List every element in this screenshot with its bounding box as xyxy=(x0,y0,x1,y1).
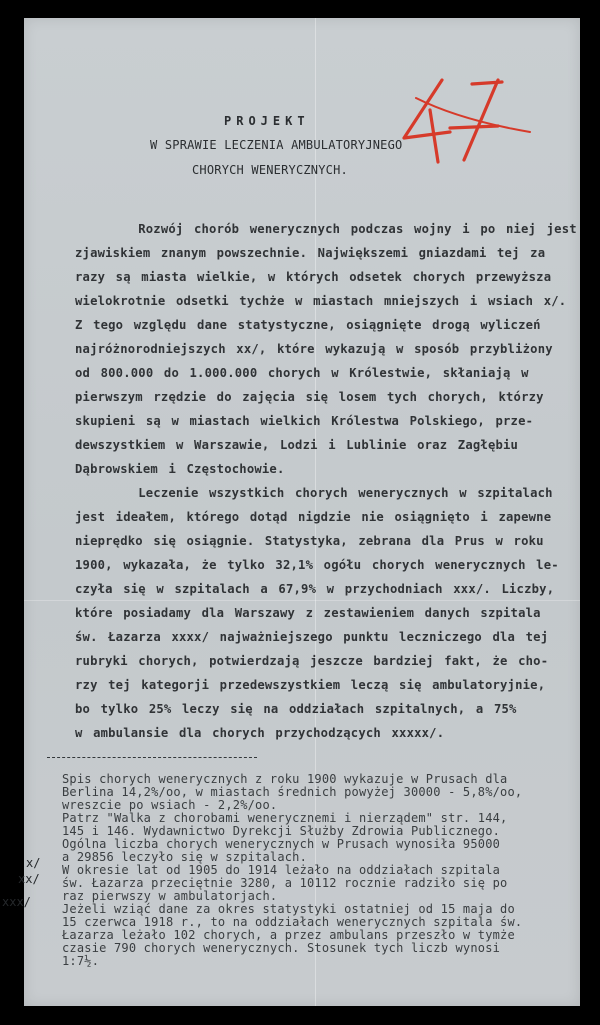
footnote-line: Ogólna liczba chorych wenerycznych w Prusach wynosiła 95000 xyxy=(62,837,501,851)
footnote-line: Patrz "Walka z chorobami wenerycznemi i nierządem" str. 144, xyxy=(62,811,508,825)
footnote-line: czasie 790 chorych wenerycznych. Stosunek tych liczb wynosi xyxy=(62,941,501,955)
footnote-line: 145 i 146. Wydawnictwo Dyrekcji Służby Zdrowia Publicznego. xyxy=(62,824,501,838)
footnote-line: raz pierwszy w ambulatorjach. xyxy=(62,889,278,903)
body-line: czyła się w szpitalach a 67,9% w przychodniach xxx/. Liczby, xyxy=(75,582,555,596)
footnote-line: 15 czerwca 1918 r., to na oddziałach wenerycznych szpitala św. xyxy=(62,915,523,929)
body-line: od 800.000 do 1.000.000 chorych w Królestwie, skłaniają w xyxy=(75,366,529,380)
body-line: rubryki chorych, potwierdzają jeszcze bardziej fakt, że cho- xyxy=(75,654,549,668)
footnote-line: wreszcie po wsiach - 2,2%/oo. xyxy=(62,798,278,812)
body-line: 1900, wykazała, że tylko 32,1% ogółu chorych wenerycznych le- xyxy=(75,558,559,572)
body-line: nieprędko się osiągnie. Statystyka, zebrana dla Prus w roku xyxy=(75,534,544,548)
footnote-marker: xx/ xyxy=(18,872,40,886)
body-line: dewszystkiem w Warszawie, Lodzi i Lublinie oraz Zagłębiu xyxy=(75,438,519,452)
body-line: pierwszym rzędzie do zajęcia się losem tych chorych, którzy xyxy=(75,390,544,404)
body-line: razy są miasta wielkie, w których odsetek chorych przewyższa xyxy=(75,270,552,284)
footnote-separator xyxy=(47,757,257,758)
document-subtitle-line2: CHORYCH WENERYCZNYCH. xyxy=(192,163,348,177)
footnote-line: Berlina 14,2%/oo, w miastach średnich powyżej 30000 - 5,8%/oo, xyxy=(62,785,523,799)
body-line: wielokrotnie odsetki tychże w miastach mniejszych i wsiach x/. xyxy=(75,294,567,308)
body-line: Dąbrowskiem i Częstochowie. xyxy=(75,462,285,476)
footnote-line: Jeżeli wziąć dane za okres statystyki ostatniej od 15 maja do xyxy=(62,902,515,916)
body-line: zjawiskiem znanym powszechnie. Największemi gniazdami tej za xyxy=(75,246,546,260)
body-line: rzy tej kategorji przedewszystkiem leczą się ambulatoryjnie, xyxy=(75,678,546,692)
footnote-line: Łazarza leżało 102 chorych, a przez ambulans przeszło w tymże xyxy=(62,928,515,942)
footnote-line: W okresie lat od 1905 do 1914 leżało na oddziałach szpitala xyxy=(62,863,501,877)
body-line: jest ideałem, którego dotąd nigdzie nie osiągnięto i zapewne xyxy=(75,510,552,524)
footnote-line: a 29856 leczyło się w szpitalach. xyxy=(62,850,308,864)
paper-fold-horizontal xyxy=(24,600,580,601)
footnote-marker: x/ xyxy=(26,856,41,870)
body-line: bo tylko 25% leczy się na oddziałach szpitalnych, a 75% xyxy=(75,702,517,716)
footnote-marker: xxx/ xyxy=(2,895,31,909)
body-line: w ambulansie dla chorych przychodzących xxxxx/. xyxy=(75,726,445,740)
body-line: św. Łazarza xxxx/ najważniejszego punktu leczniczego dla tej xyxy=(75,630,549,644)
footnote-line: Spis chorych wenerycznych z roku 1900 wykazuje w Prusach dla xyxy=(62,772,508,786)
document-title: PROJEKT xyxy=(224,114,310,128)
footnote-line: św. Łazarza przeciętnie 3280, a 10112 rocznie radziło się po xyxy=(62,876,508,890)
body-line: najróżnorodniejszych xx/, które wykazują w sposób przybliżony xyxy=(75,342,553,356)
body-line: Z tego względu dane statystyczne, osiągnięte drogą wyliczeń xyxy=(75,318,541,332)
document-subtitle-line1: W SPRAWIE LECZENIA AMBULATORYJNEGO xyxy=(150,138,403,152)
body-line: Leczenie wszystkich chorych wenerycznych w szpitalach xyxy=(75,486,553,500)
body-line: które posiadamy dla Warszawy z zestawieniem danych szpitala xyxy=(75,606,541,620)
body-line: skupieni są w miastach wielkich Królestwa Polskiego, prze- xyxy=(75,414,534,428)
handwritten-page-number xyxy=(390,70,540,170)
footnote-line: 1:7½. xyxy=(62,954,100,968)
body-line: Rozwój chorób wenerycznych podczas wojny i po niej jest xyxy=(75,222,577,236)
